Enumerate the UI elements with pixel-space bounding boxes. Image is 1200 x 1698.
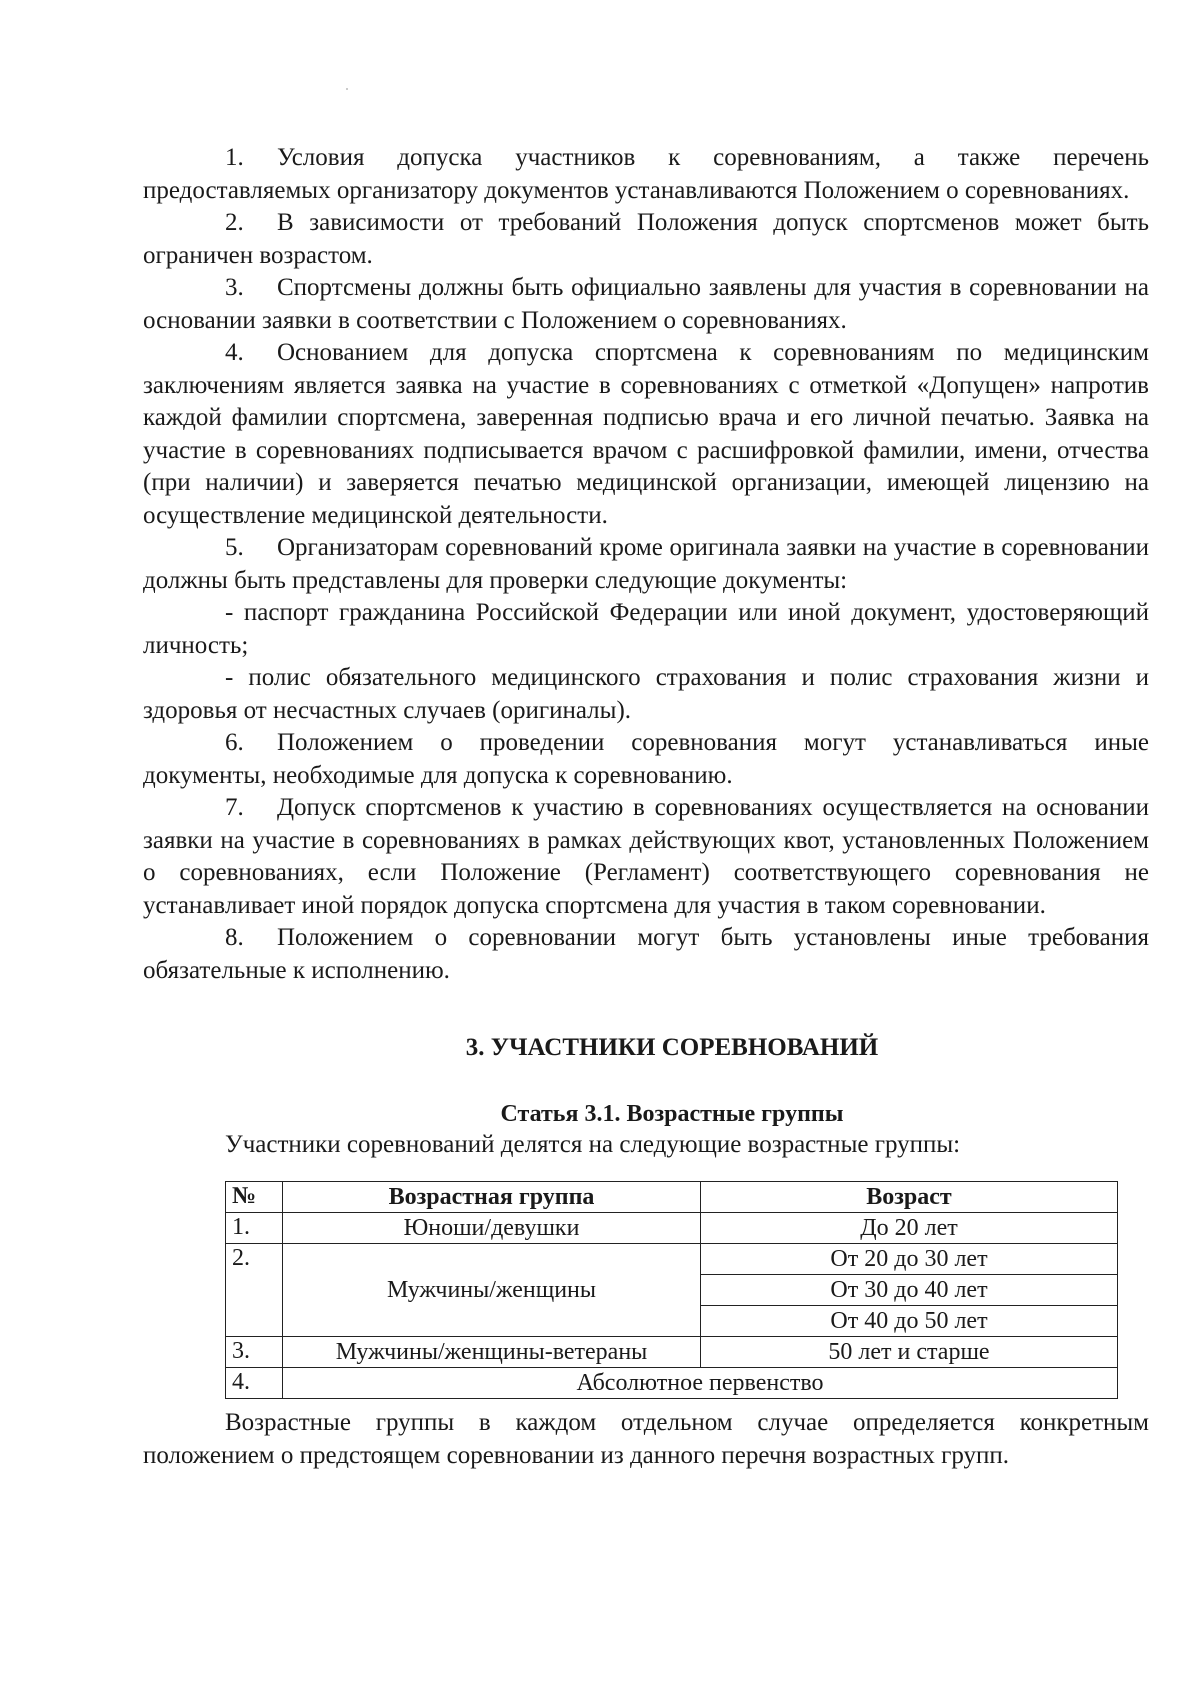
sub-list-item: - полис обязательного медицинского страхования и полис страхования жизни и здоровья от несчастных случаев (оригиналы). xyxy=(143,664,1149,724)
row-num: 1. xyxy=(226,1213,283,1244)
row-num: 3. xyxy=(226,1337,283,1368)
article-title: Статья 3.1. Возрастные группы xyxy=(500,1101,844,1127)
row-age: До 20 лет xyxy=(701,1213,1118,1244)
closing-paragraph: Возрастные группы в каждом отдельном случае определяется конкретным положением о предстоящем соревновании из данного перечня возрастных групп. xyxy=(143,1409,1149,1469)
item-text: Организаторам соревнований кроме оригинала заявки на участие в соревновании должны быть представлены для проверки следующие документы: xyxy=(143,534,1149,594)
list-item xyxy=(143,792,1149,922)
table-header-row xyxy=(226,1182,1118,1213)
item-text: Положением о соревновании могут быть установлены иные требования обязательные к исполнению. xyxy=(143,924,1149,984)
list-item xyxy=(143,922,1149,987)
item-number: 3. xyxy=(225,274,244,301)
row-age: От 30 до 40 лет xyxy=(701,1275,1118,1306)
item-number: 2. xyxy=(225,209,244,236)
row-num: 2. xyxy=(226,1244,283,1337)
item-number: 4. xyxy=(225,339,244,366)
item-number: 7. xyxy=(225,794,244,821)
item-text: В зависимости от требований Положения допуск спортсменов может быть ограничен возрастом. xyxy=(143,209,1149,269)
item-number: 6. xyxy=(225,729,244,756)
item-text: Условия допуска участников к соревнованиям, а также перечень предоставляемых организатору документов устанавливаются Положением о соревнованиях. xyxy=(143,144,1149,204)
row-age: От 40 до 50 лет xyxy=(701,1306,1118,1337)
scan-speck xyxy=(346,88,348,90)
row-group-merged: Абсолютное первенство xyxy=(283,1368,1118,1399)
list-item xyxy=(143,532,1149,597)
list-item xyxy=(143,727,1149,792)
table-row xyxy=(226,1337,1118,1368)
list-item xyxy=(143,337,1149,532)
table-row xyxy=(226,1244,1118,1275)
header-group: Возрастная группа xyxy=(283,1182,701,1213)
document-content xyxy=(143,142,1149,1472)
list-item xyxy=(143,272,1149,337)
item-number: 8. xyxy=(225,924,244,951)
sub-list-item: - паспорт гражданина Российской Федерации или иной документ, удостоверяющий личность; xyxy=(143,599,1149,659)
row-group: Мужчины/женщины-ветераны xyxy=(283,1337,701,1368)
list-item xyxy=(143,207,1149,272)
row-group: Юноши/девушки xyxy=(283,1213,701,1244)
section-title: 3. УЧАСТНИКИ СОРЕВНОВАНИЙ xyxy=(465,1034,879,1061)
header-num: № xyxy=(226,1182,283,1213)
item-text: Основанием для допуска спортсмена к соревнованиям по медицинским заключениям является заявка на участие в соревнованиях с отметкой «Допущен» напротив каждой фамилии спортсмена, заверенная подписью врача и его личной печатью. Заявка на участие в соревнованиях подписывается врачом с расшифровкой фамилии, имени, отчества (при наличии) и заверяется печатью медицинской организации, имеющей лицензию на осуществление медицинской деятельности. xyxy=(143,339,1149,529)
header-age: Возраст xyxy=(701,1182,1118,1213)
item-text: Спортсмены должны быть официально заявлены для участия в соревновании на основании заявки в соответствии с Положением о соревнованиях. xyxy=(143,274,1149,334)
item-text: Допуск спортсменов к участию в соревнованиях осуществляется на основании заявки на участие в соревнованиях в рамках действующих квот, установленных Положением о соревнованиях, если Положение (Регламент) соответствующего соревнования не устанавливает иной порядок допуска спортсмена для участия в таком соревновании. xyxy=(143,794,1149,919)
list-item xyxy=(143,142,1149,207)
row-num: 4. xyxy=(226,1368,283,1399)
item-number: 5. xyxy=(225,534,244,561)
row-group: Мужчины/женщины xyxy=(283,1244,701,1337)
row-age: 50 лет и старше xyxy=(701,1337,1118,1368)
table-row xyxy=(226,1213,1118,1244)
table-intro: Участники соревнований делятся на следующие возрастные группы: xyxy=(225,1131,961,1158)
age-groups-table xyxy=(225,1181,1118,1399)
item-number: 1. xyxy=(225,144,244,171)
item-text: Положением о проведении соревнования могут устанавливаться иные документы, необходимые для допуска к соревнованию. xyxy=(143,729,1149,789)
row-age: От 20 до 30 лет xyxy=(701,1244,1118,1275)
table-row xyxy=(226,1368,1118,1399)
